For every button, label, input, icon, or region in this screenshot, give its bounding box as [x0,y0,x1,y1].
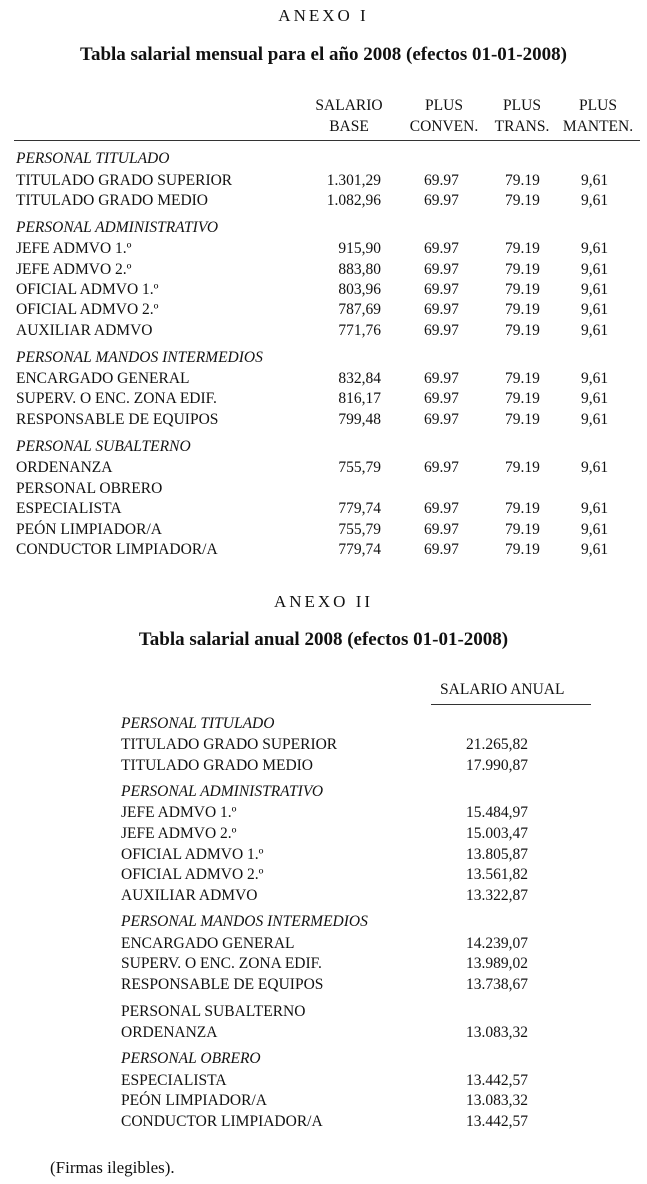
row-label: JEFE ADMVO 1.º [16,240,132,257]
annex-1-title: Tabla salarial mensual para el año 2008 (efectos 01-01-2008) [80,44,567,65]
salario-base-cell: 883,80 [338,261,381,278]
plus-conven-cell: 69.97 [424,370,459,387]
header-line: SALARIO [315,97,383,114]
header-plus-trans [488,95,556,137]
row-label: CONDUCTOR LIMPIADOR/A [16,541,218,558]
plus-manten-cell: 9,61 [581,240,609,257]
signature-note: (Firmas ilegibles). [50,1158,175,1177]
table-row [0,866,647,886]
salario-anual-cell: 13.442,57 [466,1113,528,1130]
salario-base-cell: 787,69 [338,301,381,318]
salario-base-cell: 1.082,96 [326,192,381,209]
row-label: SUPERV. O ENC. ZONA EDIF. [121,955,322,972]
salario-base-cell: 779,74 [338,541,381,558]
table-row [0,172,647,192]
salario-anual-cell: 15.484,97 [466,804,528,821]
row-label: TITULADO GRADO MEDIO [16,192,209,209]
salario-anual-cell: 21.265,82 [466,736,528,753]
salario-anual-cell: 15.003,47 [466,825,528,842]
plus-trans-cell: 79.19 [505,322,540,339]
plus-manten-cell: 9,61 [581,261,609,278]
plus-conven-cell: 69.97 [424,281,459,298]
table-row [0,322,647,342]
plus-trans-cell: 79.19 [505,390,540,407]
table-row [0,411,647,431]
plus-manten-cell: 9,61 [581,192,609,209]
salario-base-cell: 755,79 [338,521,381,538]
table-row [0,736,647,756]
plus-manten-cell: 9,61 [581,301,609,318]
plus-manten-cell: 9,61 [581,322,609,339]
salario-anual-cell: 14.239,07 [466,935,528,952]
header-line: PLUS [425,97,463,114]
table-row [0,281,647,301]
plus-trans-cell: 79.19 [505,411,540,428]
row-label: TITULADO GRADO SUPERIOR [16,172,233,189]
plus-conven-cell: 69.97 [424,541,459,558]
row-label: RESPONSABLE DE EQUIPOS [16,411,219,428]
row-label: ENCARGADO GENERAL [121,935,295,952]
table-row [0,301,647,321]
row-label: TITULADO GRADO SUPERIOR [121,736,338,753]
salario-base-cell: 1.301,29 [326,172,381,189]
salario-anual-cell: 13.442,57 [466,1072,528,1089]
table-row [0,480,647,500]
row-label: JEFE ADMVO 2.º [121,825,237,842]
table-row [0,804,647,824]
section-titulado: PERSONAL TITULADO [16,150,170,167]
table-row [0,1092,647,1112]
plus-manten-cell: 9,61 [581,390,609,407]
plus-conven-cell: 69.97 [424,261,459,278]
plus-conven-cell: 69.97 [424,500,459,517]
section-administrativo: PERSONAL ADMINISTRATIVO [16,219,219,236]
salario-anual-cell: 13.561,82 [466,866,528,883]
table-row [0,1024,647,1044]
row-label: PEÓN LIMPIADOR/A [16,521,162,538]
header-divider [431,704,591,705]
row-label: AUXILIAR ADMVO [121,887,258,904]
salario-base-cell: 816,17 [338,390,381,407]
row-label: ORDENANZA [121,1024,218,1041]
annex-2-label: ANEXO II [273,592,374,611]
salario-base-cell: 771,76 [338,322,381,339]
section-mandos-intermedios: PERSONAL MANDOS INTERMEDIOS [121,913,368,930]
salario-base-cell: 779,74 [338,500,381,517]
salario-anual-cell: 13.083,32 [466,1092,528,1109]
row-label: OFICIAL ADMVO 2.º [121,866,264,883]
plus-manten-cell: 9,61 [581,411,609,428]
table-row [0,825,647,845]
table-row [0,500,647,520]
section-mandos-intermedios: PERSONAL MANDOS INTERMEDIOS [16,349,263,366]
plus-trans-cell: 79.19 [505,192,540,209]
table-row [0,459,647,479]
table-row [0,521,647,541]
salario-anual-cell: 13.989,02 [466,955,528,972]
row-label: OFICIAL ADMVO 2.º [16,301,159,318]
annex-1-label: ANEXO I [278,6,369,25]
row-label: TITULADO GRADO MEDIO [121,757,314,774]
salario-anual-cell: 13.805,87 [466,846,528,863]
salario-anual-cell: 13.083,32 [466,1024,528,1041]
header-salario-anual: SALARIO ANUAL [440,681,565,698]
row-label: ENCARGADO GENERAL [16,370,190,387]
row-label: JEFE ADMVO 2.º [16,261,132,278]
plus-manten-cell: 9,61 [581,281,609,298]
table-row [0,541,647,561]
header-line: PLUS [579,97,617,114]
row-label: ESPECIALISTA [16,500,122,517]
row-label: OFICIAL ADMVO 1.º [16,281,159,298]
section-obrero: PERSONAL OBRERO [121,1050,261,1067]
plus-conven-cell: 69.97 [424,301,459,318]
plus-trans-cell: 79.19 [505,172,540,189]
table-row [0,390,647,410]
table-row [0,935,647,955]
section-subalterno: PERSONAL SUBALTERNO [121,1003,306,1020]
header-plus-manten [556,95,640,137]
table-row [0,240,647,260]
salario-base-cell: 799,48 [338,411,381,428]
table-row [0,261,647,281]
row-label: PEÓN LIMPIADOR/A [121,1092,267,1109]
table-row [0,1072,647,1092]
salario-base-cell: 832,84 [338,370,381,387]
row-label: OFICIAL ADMVO 1.º [121,846,264,863]
plus-trans-cell: 79.19 [505,240,540,257]
salario-base-cell: 803,96 [338,281,381,298]
plus-conven-cell: 69.97 [424,390,459,407]
plus-trans-cell: 79.19 [505,281,540,298]
plus-trans-cell: 79.19 [505,370,540,387]
row-label: AUXILIAR ADMVO [16,322,153,339]
row-label: RESPONSABLE DE EQUIPOS [121,976,324,993]
salario-base-cell: 915,90 [338,240,381,257]
plus-trans-cell: 79.19 [505,521,540,538]
header-line: PLUS [503,97,541,114]
plus-manten-cell: 9,61 [581,541,609,558]
row-label: CONDUCTOR LIMPIADOR/A [121,1113,323,1130]
header-salario-base [306,95,392,137]
plus-conven-cell: 69.97 [424,411,459,428]
plus-manten-cell: 9,61 [581,521,609,538]
salario-anual-cell: 13.322,87 [466,887,528,904]
row-label: JEFE ADMVO 1.º [121,804,237,821]
row-label: SUPERV. O ENC. ZONA EDIF. [16,390,217,407]
plus-conven-cell: 69.97 [424,192,459,209]
plus-manten-cell: 9,61 [581,172,609,189]
section-subalterno: PERSONAL SUBALTERNO [16,438,191,455]
section-administrativo: PERSONAL ADMINISTRATIVO [121,783,324,800]
table-row [0,846,647,866]
table-row [0,757,647,777]
plus-trans-cell: 79.19 [505,541,540,558]
salario-base-cell: 755,79 [338,459,381,476]
section-titulado: PERSONAL TITULADO [121,715,275,732]
plus-conven-cell: 69.97 [424,459,459,476]
header-divider [14,140,640,141]
header-plus-conven [402,95,486,137]
plus-manten-cell: 9,61 [581,370,609,387]
salario-anual-cell: 13.738,67 [466,976,528,993]
table-row [0,370,647,390]
row-label: ORDENANZA [16,459,113,476]
header-line: CONVEN. [409,118,479,135]
plus-trans-cell: 79.19 [505,459,540,476]
header-line: MANTEN. [562,118,634,135]
salario-anual-cell: 17.990,87 [466,757,528,774]
header-line: TRANS. [494,118,550,135]
row-label: ESPECIALISTA [121,1072,227,1089]
plus-conven-cell: 69.97 [424,240,459,257]
plus-trans-cell: 79.19 [505,301,540,318]
plus-manten-cell: 9,61 [581,459,609,476]
plus-trans-cell: 79.19 [505,261,540,278]
table-row [0,192,647,212]
plus-manten-cell: 9,61 [581,500,609,517]
annex-2-title: Tabla salarial anual 2008 (efectos 01-01-2008) [138,629,509,650]
table-row [0,1113,647,1133]
plus-trans-cell: 79.19 [505,500,540,517]
plus-conven-cell: 69.97 [424,172,459,189]
table-row [0,976,647,996]
plus-conven-cell: 69.97 [424,322,459,339]
table-row [0,887,647,907]
table-row [0,955,647,975]
header-line: BASE [329,118,369,135]
plus-conven-cell: 69.97 [424,521,459,538]
row-label: PERSONAL OBRERO [16,480,163,497]
